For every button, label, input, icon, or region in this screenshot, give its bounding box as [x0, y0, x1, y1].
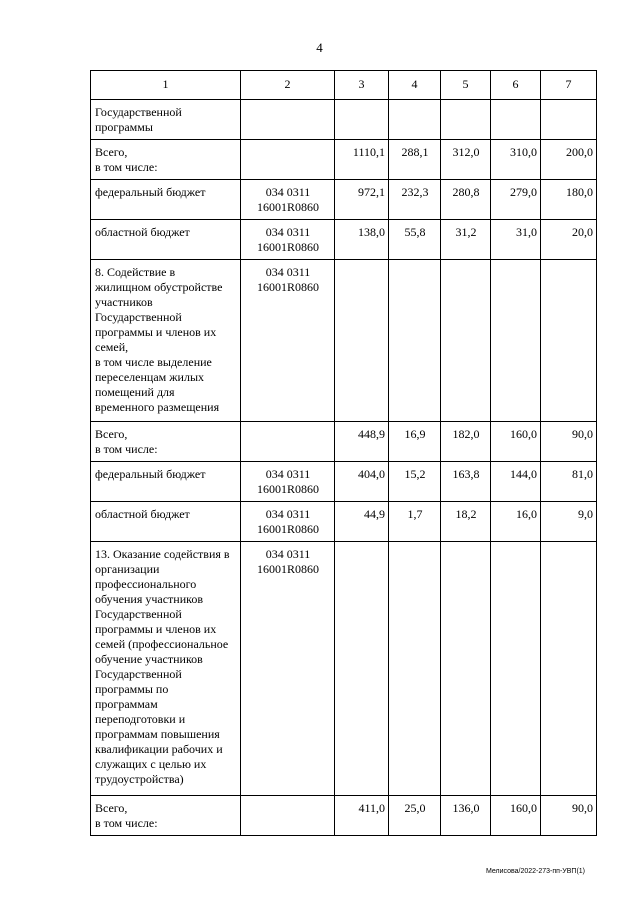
column-header: 6	[491, 71, 541, 100]
value-col-6	[491, 100, 541, 140]
row-label: 8. Содействие в жилищном обустройстве участников Государственной программы и членов их семей, в том числе выделение переселенцам жилых помещений для временного размещения	[91, 260, 241, 422]
value-col-3	[335, 100, 389, 140]
value-col-3: 972,1	[335, 180, 389, 220]
row-label: федеральный бюджет	[91, 462, 241, 502]
value-col-5: 136,0	[441, 796, 491, 836]
value-col-6: 144,0	[491, 462, 541, 502]
value-col-6	[491, 260, 541, 422]
value-col-7: 81,0	[541, 462, 597, 502]
table-row	[91, 220, 597, 260]
value-col-7: 180,0	[541, 180, 597, 220]
table-row	[91, 502, 597, 542]
budget-code	[241, 100, 335, 140]
value-col-3: 411,0	[335, 796, 389, 836]
row-label: областной бюджет	[91, 220, 241, 260]
table-row	[91, 796, 597, 836]
value-col-4: 16,9	[389, 422, 441, 462]
value-col-4	[389, 100, 441, 140]
row-label: областной бюджет	[91, 502, 241, 542]
budget-code: 034 0311 16001R0860	[241, 542, 335, 796]
table-row	[91, 140, 597, 180]
row-label: 13. Оказание содействия в организации профессионального обучения участников Государственной программы и членов их семей (профессиональное обучение участников Государственной программы по программам переподготовки и программам повышения квалификации рабочих и служащих с целью их трудоустройства)	[91, 542, 241, 796]
table-header-row	[91, 71, 597, 100]
column-header: 2	[241, 71, 335, 100]
row-label: Всего, в том числе:	[91, 796, 241, 836]
value-col-5: 18,2	[441, 502, 491, 542]
value-col-7: 200,0	[541, 140, 597, 180]
row-label: Всего, в том числе:	[91, 140, 241, 180]
value-col-7: 9,0	[541, 502, 597, 542]
table-row	[91, 462, 597, 502]
value-col-5	[441, 542, 491, 796]
column-header: 4	[389, 71, 441, 100]
value-col-3	[335, 542, 389, 796]
column-header: 3	[335, 71, 389, 100]
value-col-5: 163,8	[441, 462, 491, 502]
budget-code	[241, 796, 335, 836]
value-col-6: 31,0	[491, 220, 541, 260]
value-col-4: 55,8	[389, 220, 441, 260]
table-row	[91, 542, 597, 796]
row-label: федеральный бюджет	[91, 180, 241, 220]
value-col-4	[389, 542, 441, 796]
table-row	[91, 260, 597, 422]
table-row	[91, 422, 597, 462]
value-col-5	[441, 260, 491, 422]
row-label: Государственной программы	[91, 100, 241, 140]
value-col-3: 404,0	[335, 462, 389, 502]
budget-code	[241, 422, 335, 462]
page-number: 4	[316, 40, 323, 55]
budget-code: 034 0311 16001R0860	[241, 502, 335, 542]
value-col-4: 1,7	[389, 502, 441, 542]
value-col-7: 90,0	[541, 796, 597, 836]
value-col-3: 1110,1	[335, 140, 389, 180]
value-col-6: 16,0	[491, 502, 541, 542]
budget-code	[241, 140, 335, 180]
value-col-5: 182,0	[441, 422, 491, 462]
value-col-7: 20,0	[541, 220, 597, 260]
value-col-6: 310,0	[491, 140, 541, 180]
row-label: Всего, в том числе:	[91, 422, 241, 462]
value-col-6: 279,0	[491, 180, 541, 220]
table-row	[91, 180, 597, 220]
column-header: 5	[441, 71, 491, 100]
value-col-5: 280,8	[441, 180, 491, 220]
value-col-4: 232,3	[389, 180, 441, 220]
value-col-5: 312,0	[441, 140, 491, 180]
value-col-4: 15,2	[389, 462, 441, 502]
document-footer-id: Мелисова/2022-273-пп-УВП(1)	[485, 868, 585, 875]
budget-table	[90, 70, 597, 836]
value-col-5	[441, 100, 491, 140]
budget-code: 034 0311 16001R0860	[241, 220, 335, 260]
value-col-4	[389, 260, 441, 422]
value-col-4: 25,0	[389, 796, 441, 836]
value-col-3: 448,9	[335, 422, 389, 462]
value-col-3: 44,9	[335, 502, 389, 542]
value-col-7	[541, 542, 597, 796]
column-header: 7	[541, 71, 597, 100]
value-col-6: 160,0	[491, 796, 541, 836]
budget-code: 034 0311 16001R0860	[241, 462, 335, 502]
value-col-6: 160,0	[491, 422, 541, 462]
budget-code: 034 0311 16001R0860	[241, 180, 335, 220]
value-col-7	[541, 260, 597, 422]
value-col-7	[541, 100, 597, 140]
table-row	[91, 100, 597, 140]
value-col-6	[491, 542, 541, 796]
value-col-3: 138,0	[335, 220, 389, 260]
value-col-7: 90,0	[541, 422, 597, 462]
budget-code: 034 0311 16001R0860	[241, 260, 335, 422]
value-col-4: 288,1	[389, 140, 441, 180]
value-col-5: 31,2	[441, 220, 491, 260]
column-header: 1	[91, 71, 241, 100]
value-col-3	[335, 260, 389, 422]
